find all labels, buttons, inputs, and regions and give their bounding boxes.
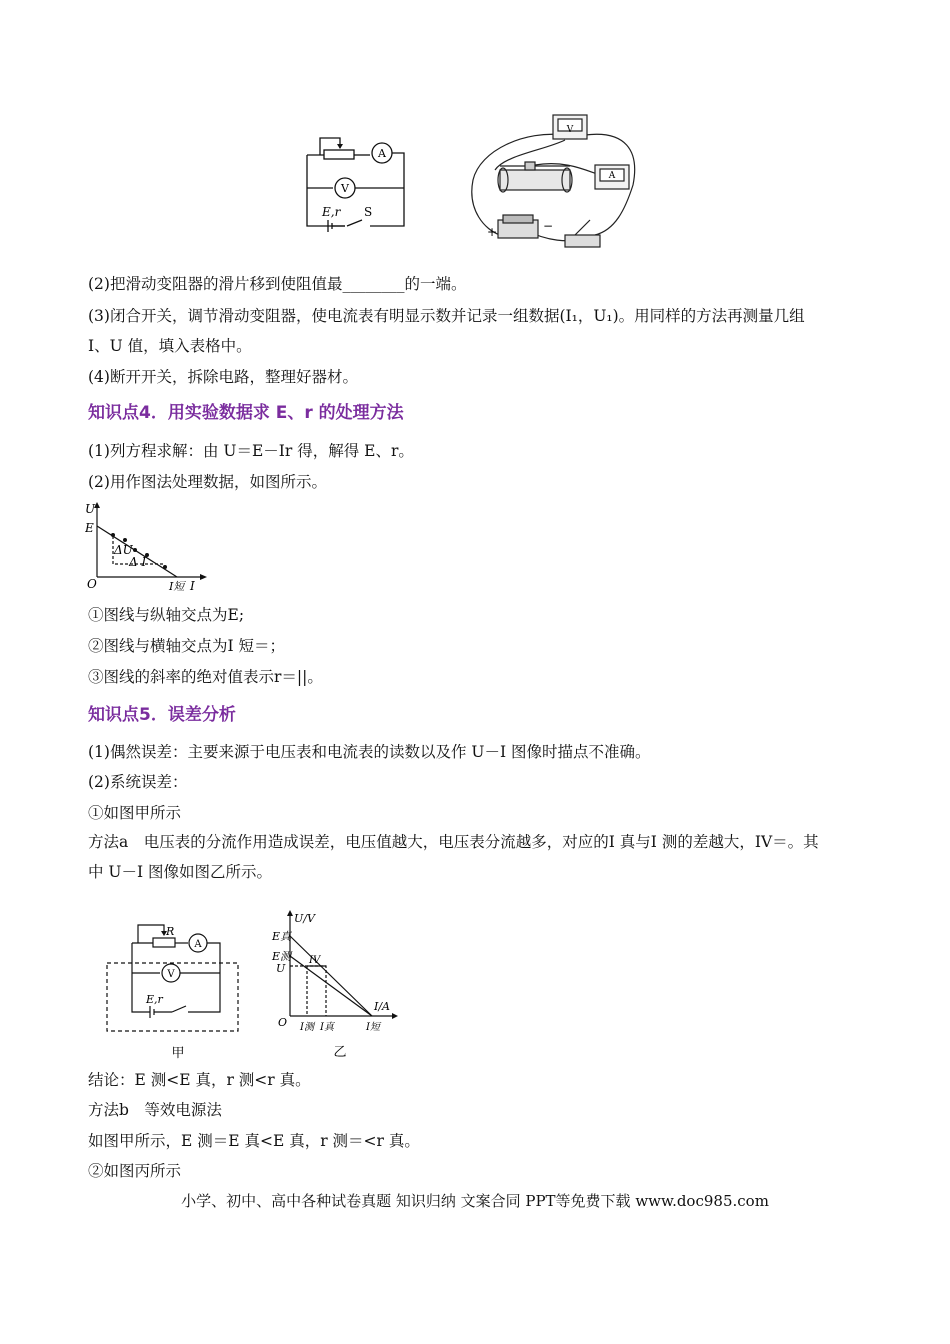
step-2: (2)把滑动变阻器的滑片移到使阻值最________的一端。 [88, 275, 467, 293]
u-i-graph [85, 502, 210, 594]
kp4-item-3: ③图线的斜率的绝对值表示r＝||。 [88, 668, 323, 686]
plus-label: + [487, 225, 498, 239]
step-3-line-1: (3)闭合开关，调节滑动变阻器，使电流表有明显示数并记录一组数据(I₁，U₁)。用同样的方法再测量几组 [88, 307, 805, 325]
graph-x-short: I短 [169, 580, 185, 593]
ammeter-symbol: A [378, 147, 386, 160]
kp5-paragraph-1: (1)偶然误差：主要来源于电压表和电流表的读数以及作 U－I 图像时描点不准确。 [88, 743, 651, 761]
yi-origin: O [278, 1016, 288, 1029]
kp5-conclusion: 结论：E 测<E 真，r 测<r 真。 [88, 1071, 311, 1089]
yi-caption: 乙 [333, 1045, 347, 1060]
minus-label: − [543, 219, 554, 233]
voltmeter-symbol: V [341, 182, 349, 195]
figure-yi-graph [270, 908, 405, 1063]
graph-y-label: U [85, 502, 96, 516]
yi-i-short: I短 [366, 1022, 380, 1033]
jia-ammeter: A [194, 939, 202, 950]
graph-e-label: E [85, 521, 94, 535]
jia-caption: 甲 [171, 1046, 185, 1061]
graph-origin: O [87, 577, 97, 591]
jia-voltmeter: V [167, 969, 175, 980]
yi-e-meas: E测 [272, 950, 292, 963]
yi-i-true: I真 [320, 1022, 334, 1033]
kp5-paragraph-2: (2)系统误差： [88, 773, 188, 791]
svg-text:A: A [608, 171, 616, 181]
svg-text:V: V [566, 125, 574, 135]
circuit-diagram-top [300, 130, 415, 235]
apparatus-drawing [465, 110, 655, 260]
yi-e-true: E真 [272, 930, 292, 943]
kp5-method-b-text: 如图甲所示，E 测＝E 真<E 真，r 测＝<r 真。 [88, 1132, 420, 1150]
yi-x-label: I/A [374, 1000, 390, 1013]
kp4-item-2: ②图线与横轴交点为I 短＝； [88, 637, 286, 655]
yi-y-label: U/V [294, 912, 315, 925]
figure-jia-circuit [100, 915, 245, 1063]
graph-delta-u: ΔU [114, 543, 133, 557]
jia-r-label: R [166, 925, 175, 938]
kp5-paragraph-3: ①如图甲所示 [88, 804, 182, 822]
source-label: E,r [322, 205, 341, 219]
kp5-paragraph-4: 方法a 电压表的分流作用造成误差，电压值越大，电压表分流越多，对应的I 真与I 测的差越大，IV＝。其 [88, 833, 819, 851]
step-3-line-2: I、U 值，填入表格中。 [88, 337, 252, 355]
heading-knowledge-point-4: 知识点4．用实验数据求 E、r 的处理方法 [88, 403, 404, 423]
kp4-item-1: ①图线与纵轴交点为E; [88, 606, 245, 624]
kp5-paragraph-5: 中 U－I 图像如图乙所示。 [88, 863, 273, 881]
heading-knowledge-point-5: 知识点5．误差分析 [88, 705, 236, 725]
jia-source-label: E,r [146, 993, 163, 1006]
step-4: (4)断开开关，拆除电路，整理好器材。 [88, 368, 358, 386]
yi-i-meas: I测 [300, 1022, 314, 1033]
graph-x-label: I [190, 579, 195, 593]
kp4-paragraph-1: (1)列方程求解：由 U＝E－Ir 得，解得 E、r。 [88, 442, 414, 460]
graph-delta-i: Δ I [129, 555, 147, 569]
kp4-paragraph-2: (2)用作图法处理数据，如图所示。 [88, 473, 327, 491]
switch-label: S [364, 205, 373, 219]
kp5-paragraph-6: ②如图丙所示 [88, 1162, 182, 1180]
yi-u-label: U [276, 962, 286, 975]
kp5-method-b: 方法b 等效电源法 [88, 1101, 222, 1119]
page-footer: 小学、初中、高中各种试卷真题 知识归纳 文案合同 PPT等免费下载 www.doc985.com [181, 1192, 769, 1210]
yi-iv-label: IV [309, 955, 321, 966]
